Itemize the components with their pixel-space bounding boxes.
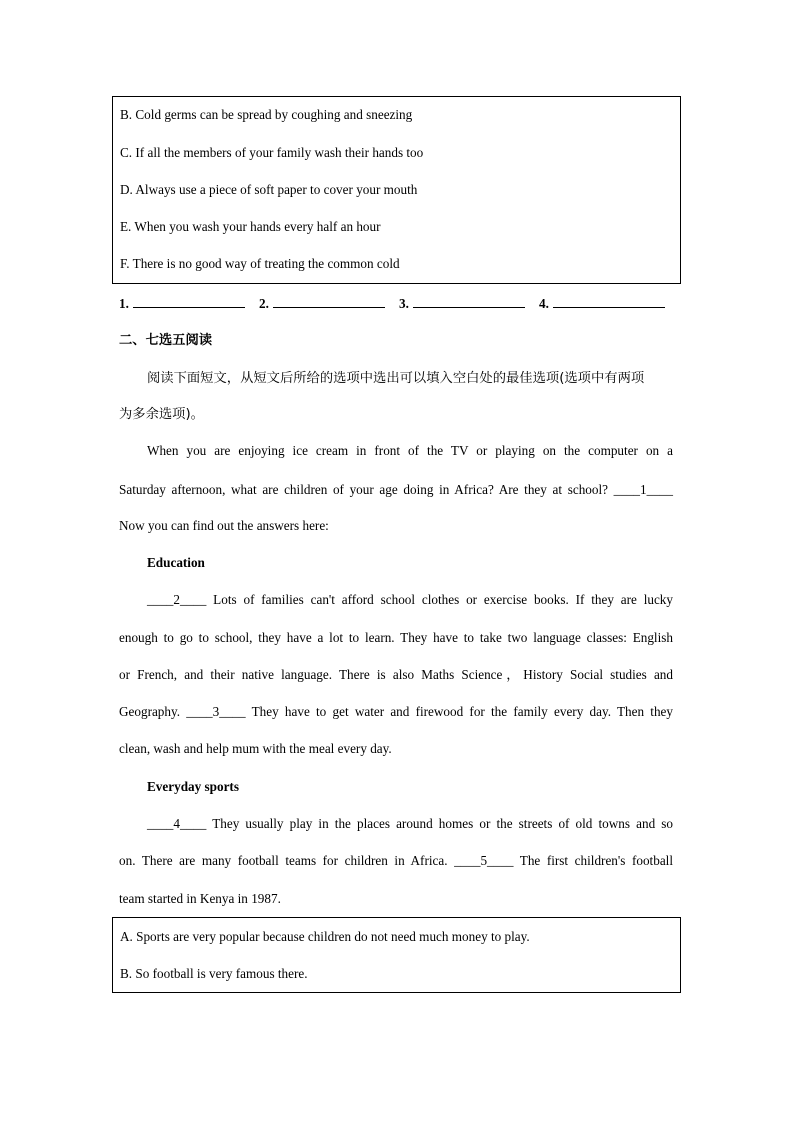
education-title: Education bbox=[147, 555, 205, 570]
answer-label: 4. bbox=[539, 296, 549, 311]
answer-label: 3. bbox=[399, 296, 409, 311]
answer-line bbox=[273, 293, 385, 308]
intro-line-3: Now you can find out the answers here: bbox=[119, 518, 329, 533]
education-line-5: clean, wash and help mum with the meal every day. bbox=[119, 741, 392, 756]
answer-line bbox=[133, 293, 245, 308]
option-e: E. When you wash your hands every half an hour bbox=[120, 219, 381, 234]
sports-line-1: ____4____ They usually play in the places around homes or the streets of old towns and so bbox=[147, 816, 673, 831]
options-box-1 bbox=[112, 96, 681, 284]
sports-line-2: on. There are many football teams for children in Africa. ____5____ The first children's football bbox=[119, 853, 673, 868]
education-line-4: Geography. ____3____ They have to get water and firewood for the family every day. Then they bbox=[119, 704, 673, 719]
answer-2 bbox=[259, 293, 385, 314]
sports-line-3: team started in Kenya in 1987. bbox=[119, 891, 281, 906]
section-heading: 二、七选五阅读 bbox=[119, 333, 213, 348]
option-b: B. Cold germs can be spread by coughing and sneezing bbox=[120, 107, 413, 122]
education-line-2: enough to go to school, they have a lot to learn. They have to take two language classes: English bbox=[119, 630, 673, 645]
answer-label: 2. bbox=[259, 296, 269, 311]
answer-label: 1. bbox=[119, 296, 129, 311]
instructions-line-1: 阅读下面短文，从短文后所给的选项中选出可以填入空白处的最佳选项(选项中有两项 bbox=[147, 371, 645, 386]
intro-line-2: Saturday afternoon, what are children of your age doing in Africa? Are they at school? ____1____ bbox=[119, 482, 673, 497]
instructions-line-2: 为多余选项)。 bbox=[119, 407, 204, 422]
education-line-3: or French, and their native language. There is also Maths Science，History Social studies and bbox=[119, 667, 673, 682]
answer-4 bbox=[539, 293, 665, 314]
option-c: C. If all the members of your family wash their hands too bbox=[120, 145, 424, 160]
answer-line bbox=[553, 293, 665, 308]
answer-blanks bbox=[119, 293, 679, 313]
intro-line-1: When you are enjoying ice cream in front of the TV or playing on the computer on a bbox=[147, 443, 673, 458]
answer-3 bbox=[399, 293, 525, 314]
option-a: A. Sports are very popular because children do not need much money to play. bbox=[120, 929, 530, 944]
option-b: B. So football is very famous there. bbox=[120, 966, 308, 981]
sports-title: Everyday sports bbox=[147, 779, 239, 794]
answer-line bbox=[413, 293, 525, 308]
option-f: F. There is no good way of treating the common cold bbox=[120, 256, 400, 271]
options-box-2 bbox=[112, 917, 681, 993]
option-d: D. Always use a piece of soft paper to cover your mouth bbox=[120, 182, 418, 197]
education-line-1: ____2____ Lots of families can't afford school clothes or exercise books. If they are lucky bbox=[147, 592, 673, 607]
answer-1 bbox=[119, 293, 245, 314]
